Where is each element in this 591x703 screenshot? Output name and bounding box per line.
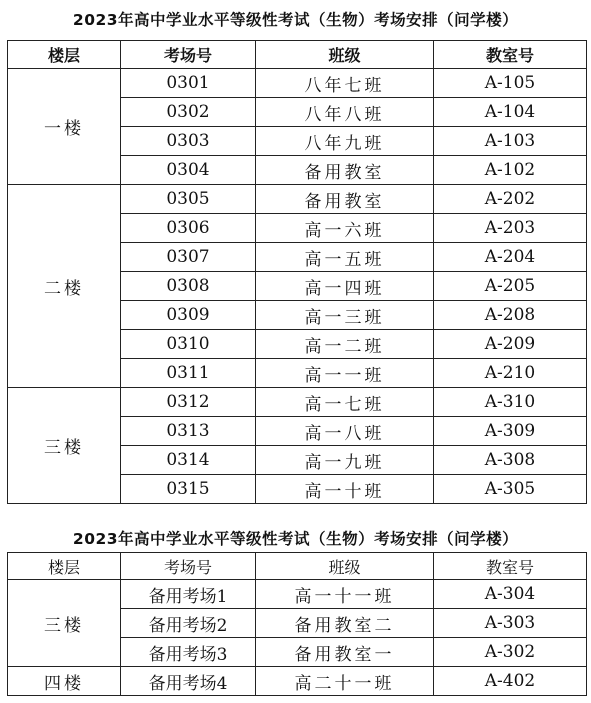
classroom-cell: A-302: [434, 638, 587, 667]
class-cell: 高一七班: [256, 388, 434, 417]
room-number-cell: 0312: [121, 388, 256, 417]
classroom-cell: A-402: [434, 667, 587, 696]
table-row: [8, 667, 587, 696]
room-number-cell: 0301: [121, 69, 256, 98]
floor-cell: 一楼: [8, 69, 121, 185]
classroom-cell: A-309: [434, 417, 587, 446]
class-cell: 高一五班: [256, 243, 434, 272]
header-classroom: 教室号: [434, 553, 587, 580]
class-cell: 八年九班: [256, 127, 434, 156]
class-cell: 八年八班: [256, 98, 434, 127]
room-number-cell: 0310: [121, 330, 256, 359]
class-cell: 高一三班: [256, 301, 434, 330]
classroom-cell: A-303: [434, 609, 587, 638]
class-cell: 高二十一班: [256, 667, 434, 696]
classroom-cell: A-103: [434, 127, 587, 156]
classroom-cell: A-310: [434, 388, 587, 417]
classroom-cell: A-202: [434, 185, 587, 214]
classroom-cell: A-210: [434, 359, 587, 388]
classroom-cell: A-104: [434, 98, 587, 127]
classroom-cell: A-308: [434, 446, 587, 475]
room-number-cell: 0304: [121, 156, 256, 185]
header-classroom: 教室号: [434, 41, 587, 69]
room-number-cell: 0302: [121, 98, 256, 127]
class-cell: 备用教室二: [256, 609, 434, 638]
class-cell: 高一十班: [256, 475, 434, 504]
classroom-cell: A-205: [434, 272, 587, 301]
class-cell: 高一十一班: [256, 580, 434, 609]
class-cell: 高一八班: [256, 417, 434, 446]
exam-room-table-2: [7, 552, 587, 696]
floor-cell: 三楼: [8, 580, 121, 667]
table2-title: 2023年高中学业水平等级性考试（生物）考场安排（问学楼）: [72, 530, 519, 548]
table-row: [8, 580, 587, 609]
class-cell: 高一一班: [256, 359, 434, 388]
floor-cell: 四楼: [8, 667, 121, 696]
class-cell: 高一二班: [256, 330, 434, 359]
table2-header-row: [8, 553, 587, 580]
header-class: 班级: [256, 41, 434, 69]
class-cell: 八年七班: [256, 69, 434, 98]
class-cell: 备用教室: [256, 156, 434, 185]
table-row: [8, 185, 587, 214]
header-room-number: 考场号: [121, 41, 256, 69]
class-cell: 高一九班: [256, 446, 434, 475]
class-cell: 高一四班: [256, 272, 434, 301]
classroom-cell: A-305: [434, 475, 587, 504]
room-number-cell: 备用考场4: [121, 667, 256, 696]
room-number-cell: 0306: [121, 214, 256, 243]
room-number-cell: 0311: [121, 359, 256, 388]
header-floor: 楼层: [8, 553, 121, 580]
header-class: 班级: [256, 553, 434, 580]
class-cell: 备用教室: [256, 185, 434, 214]
room-number-cell: 0307: [121, 243, 256, 272]
room-number-cell: 备用考场2: [121, 609, 256, 638]
room-number-cell: 0313: [121, 417, 256, 446]
room-number-cell: 备用考场1: [121, 580, 256, 609]
room-number-cell: 0303: [121, 127, 256, 156]
table1-header-row: [8, 41, 587, 69]
table-row: [8, 388, 587, 417]
header-floor: 楼层: [8, 41, 121, 69]
room-number-cell: 0308: [121, 272, 256, 301]
room-number-cell: 0305: [121, 185, 256, 214]
table-row: [8, 69, 587, 98]
floor-cell: 二楼: [8, 185, 121, 388]
floor-cell: 三楼: [8, 388, 121, 504]
classroom-cell: A-209: [434, 330, 587, 359]
room-number-cell: 0309: [121, 301, 256, 330]
classroom-cell: A-208: [434, 301, 587, 330]
room-number-cell: 0314: [121, 446, 256, 475]
table1-title: 2023年高中学业水平等级性考试（生物）考场安排（问学楼）: [72, 11, 519, 29]
classroom-cell: A-204: [434, 243, 587, 272]
header-room-number: 考场号: [121, 553, 256, 580]
class-cell: 高一六班: [256, 214, 434, 243]
class-cell: 备用教室一: [256, 638, 434, 667]
classroom-cell: A-304: [434, 580, 587, 609]
classroom-cell: A-102: [434, 156, 587, 185]
classroom-cell: A-105: [434, 69, 587, 98]
room-number-cell: 备用考场3: [121, 638, 256, 667]
room-number-cell: 0315: [121, 475, 256, 504]
classroom-cell: A-203: [434, 214, 587, 243]
exam-room-table-1: [7, 40, 587, 504]
